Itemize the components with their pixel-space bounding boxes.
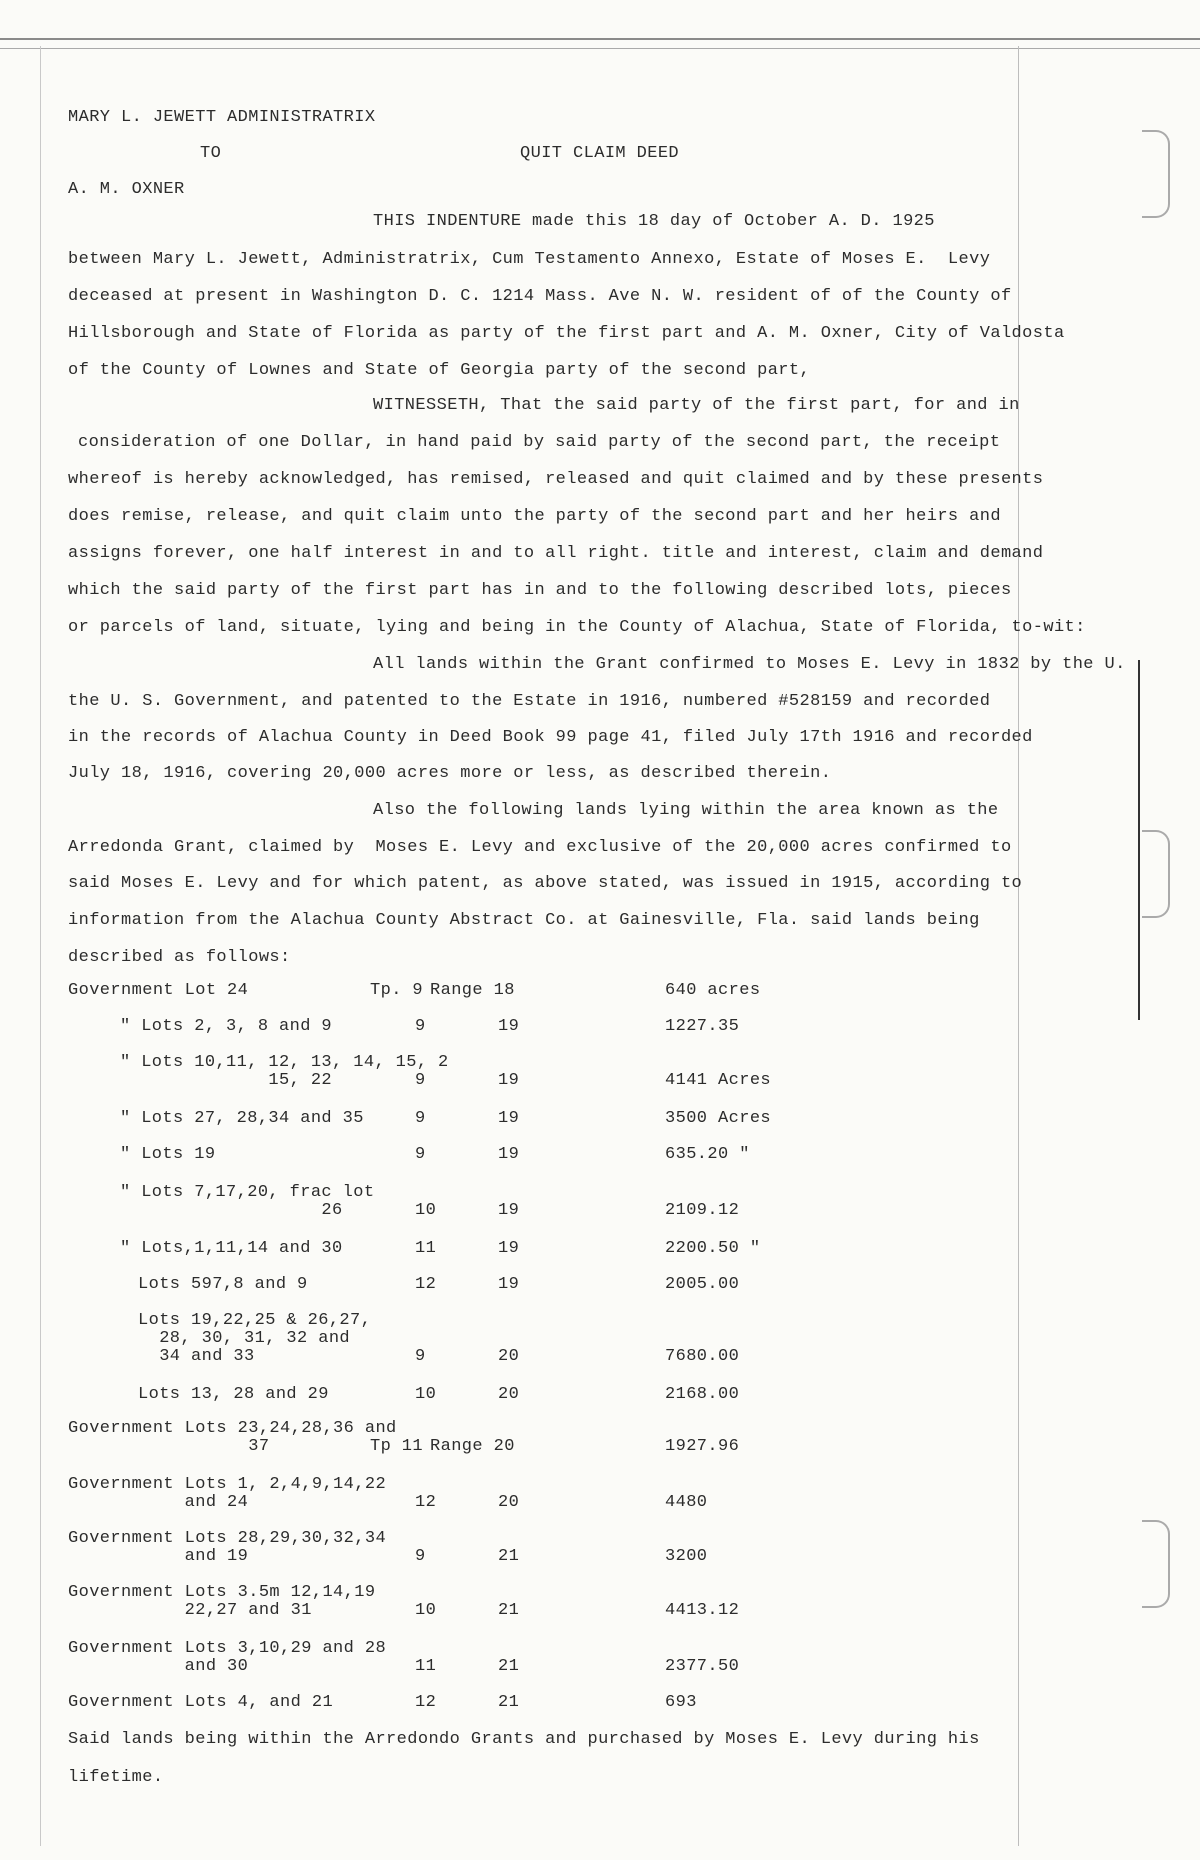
lot-range: Range 20 (430, 1437, 515, 1456)
lot-range: 20 (498, 1347, 520, 1366)
lot-acres: 4413.12 (665, 1601, 740, 1620)
body-line: Also the following lands lying within the area known as the (373, 801, 999, 820)
lot-acres: 7680.00 (665, 1347, 740, 1366)
lot-range: 21 (498, 1693, 520, 1712)
lot-description: " Lots,1,11,14 and 30 (120, 1239, 343, 1258)
body-line: whereof is hereby acknowledged, has remised, released and quit claimed and by these presents (68, 470, 1044, 489)
lot-range: 19 (498, 1109, 520, 1128)
lot-range: 19 (498, 1239, 520, 1258)
lot-description: Government Lots 1, 2,4,9,14,22 and 24 (68, 1475, 387, 1512)
body-line: deceased at present in Washington D. C. 1214 Mass. Ave N. W. resident of of the County of (68, 287, 1012, 306)
lot-acres: 693 (665, 1693, 697, 1712)
lot-acres: 4141 Acres (665, 1071, 772, 1090)
lot-acres: 2005.00 (665, 1275, 740, 1294)
header-grantee: A. M. OXNER (68, 180, 185, 199)
binder-hole-icon (1142, 1520, 1170, 1608)
header-grantor: MARY L. JEWETT ADMINISTRATRIX (68, 108, 376, 127)
lot-range: 21 (498, 1601, 520, 1620)
lot-township: Tp. 9 (370, 981, 424, 1000)
body-line: WITNESSETH, That the said party of the first part, for and in (373, 396, 1020, 415)
lot-range: Range 18 (430, 981, 515, 1000)
lot-township: 12 (415, 1493, 437, 1512)
lot-range: 19 (498, 1275, 520, 1294)
header-to: TO (200, 144, 222, 163)
lot-description: " Lots 2, 3, 8 and 9 (120, 1017, 333, 1036)
lot-township: 10 (415, 1601, 437, 1620)
lot-acres: 2377.50 (665, 1657, 740, 1676)
lot-acres: 3500 Acres (665, 1109, 772, 1128)
lot-acres: 635.20 " (665, 1145, 750, 1164)
lot-acres: 2200.50 " (665, 1239, 761, 1258)
lot-description: Government Lots 3.5m 12,14,19 22,27 and 31 (68, 1583, 376, 1620)
lot-description: Lots 19,22,25 & 26,27, 28, 30, 31, 32 and 34 and 33 (138, 1311, 372, 1366)
lot-township: 9 (415, 1145, 426, 1164)
body-line: Arredonda Grant, claimed by Moses E. Levy and exclusive of the 20,000 acres confirmed to (68, 838, 1012, 857)
lot-acres: 1927.96 (665, 1437, 740, 1456)
lot-township: 12 (415, 1275, 437, 1294)
lot-range: 20 (498, 1385, 520, 1404)
body-line: July 18, 1916, covering 20,000 acres more or less, as described therein. (68, 764, 832, 783)
lot-acres: 1227.35 (665, 1017, 740, 1036)
lot-acres: 4480 (665, 1493, 708, 1512)
body-line: All lands within the Grant confirmed to Moses E. Levy in 1832 by the U. (373, 655, 1126, 674)
lot-description: Government Lots 28,29,30,32,34 and 19 (68, 1529, 387, 1566)
lot-township: 9 (415, 1347, 426, 1366)
lot-description: " Lots 27, 28,34 and 35 (120, 1109, 364, 1128)
lot-description: Government Lots 3,10,29 and 28 and 30 (68, 1639, 387, 1676)
body-line: which the said party of the first part has in and to the following described lots, pieces (68, 581, 1012, 600)
lot-description: Government Lots 23,24,28,36 and 37 (68, 1419, 397, 1456)
right-margin-rule (1018, 46, 1019, 1846)
body-line: between Mary L. Jewett, Administratrix, Cum Testamento Annexo, Estate of Moses E. Levy (68, 250, 991, 269)
lot-description: Lots 597,8 and 9 (138, 1275, 308, 1294)
binder-hole-icon (1142, 830, 1170, 918)
lot-township: 10 (415, 1385, 437, 1404)
lot-range: 21 (498, 1657, 520, 1676)
lot-acres: 640 acres (665, 981, 761, 1000)
lot-township: 9 (415, 1017, 426, 1036)
body-line: THIS INDENTURE made this 18 day of October A. D. 1925 (373, 212, 935, 231)
top-border-rule (0, 38, 1200, 49)
lot-township: 9 (415, 1109, 426, 1128)
lot-range: 19 (498, 1071, 520, 1090)
binder-hole-icon (1142, 130, 1170, 218)
margin-pencil-mark (1138, 660, 1140, 1020)
body-line: information from the Alachua County Abstract Co. at Gainesville, Fla. said lands being (68, 911, 980, 930)
lot-township: 12 (415, 1693, 437, 1712)
lot-acres: 2168.00 (665, 1385, 740, 1404)
lot-description: Government Lot 24 (68, 981, 249, 1000)
lot-acres: 2109.12 (665, 1201, 740, 1220)
closing-line: Said lands being within the Arredondo Grants and purchased by Moses E. Levy during his (68, 1730, 980, 1749)
lot-range: 19 (498, 1017, 520, 1036)
body-line: the U. S. Government, and patented to the Estate in 1916, numbered #528159 and recorded (68, 692, 991, 711)
lot-range: 19 (498, 1145, 520, 1164)
body-line: in the records of Alachua County in Deed Book 99 page 41, filed July 17th 1916 and recorded (68, 728, 1033, 747)
lot-township: 11 (415, 1239, 437, 1258)
lot-description: " Lots 19 (120, 1145, 216, 1164)
lot-township: 11 (415, 1657, 437, 1676)
document-title: QUIT CLAIM DEED (520, 144, 680, 163)
lot-township: 10 (415, 1201, 437, 1220)
body-line: or parcels of land, situate, lying and being in the County of Alachua, State of Florida, to-wit: (68, 618, 1086, 637)
lot-range: 20 (498, 1493, 520, 1512)
lot-township: 9 (415, 1071, 426, 1090)
lot-range: 19 (498, 1201, 520, 1220)
lot-acres: 3200 (665, 1547, 708, 1566)
lot-township: 9 (415, 1547, 426, 1566)
lot-description: Lots 13, 28 and 29 (138, 1385, 329, 1404)
lot-description: " Lots 7,17,20, frac lot 26 (120, 1183, 375, 1220)
body-line: said Moses E. Levy and for which patent, as above stated, was issued in 1915, according to (68, 874, 1023, 893)
body-line: Hillsborough and State of Florida as party of the first part and A. M. Oxner, City of Valdosta (68, 324, 1065, 343)
body-line: consideration of one Dollar, in hand paid by said party of the second part, the receipt (78, 433, 1001, 452)
left-margin-rule (40, 46, 41, 1846)
body-line: does remise, release, and quit claim unto the party of the second part and her heirs and (68, 507, 1001, 526)
lot-description: " Lots 10,11, 12, 13, 14, 15, 2 15, 22 (120, 1053, 449, 1090)
lot-township: Tp 11 (370, 1437, 424, 1456)
lot-range: 21 (498, 1547, 520, 1566)
body-line: assigns forever, one half interest in and to all right. title and interest, claim and demand (68, 544, 1044, 563)
body-line: of the County of Lownes and State of Georgia party of the second part, (68, 361, 811, 380)
body-line: described as follows: (68, 948, 291, 967)
closing-line: lifetime. (68, 1768, 164, 1787)
lot-description: Government Lots 4, and 21 (68, 1693, 334, 1712)
